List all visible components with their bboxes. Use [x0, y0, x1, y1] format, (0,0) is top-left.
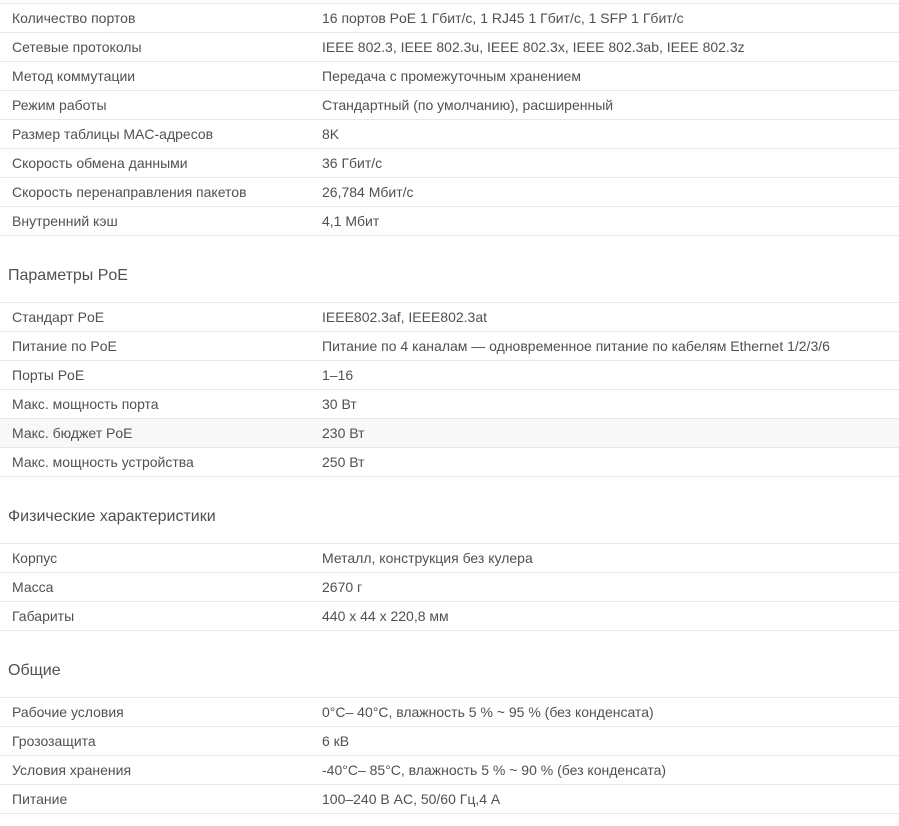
spec-value: 440 x 44 x 220,8 мм — [322, 608, 449, 624]
spec-row — [0, 727, 899, 756]
section-title: Параметры PoE — [8, 267, 128, 284]
spec-row — [0, 178, 899, 207]
spec-value: IEEE 802.3, IEEE 802.3u, IEEE 802.3x, IEEE 802.3ab, IEEE 802.3z — [322, 39, 745, 55]
spec-row — [0, 785, 899, 814]
spec-value: 2670 г — [322, 579, 363, 595]
spec-row — [0, 573, 899, 602]
spec-label: Макс. бюджет PoE — [12, 425, 133, 441]
spec-table — [0, 3, 899, 236]
spec-value: 1–16 — [322, 367, 354, 383]
spec-row — [0, 207, 899, 236]
spec-row — [0, 698, 899, 727]
section-title: Физические характеристики — [8, 508, 216, 525]
spec-row — [0, 4, 899, 33]
spec-section — [0, 660, 899, 814]
spec-label: Размер таблицы MAC-адресов — [12, 126, 214, 142]
section-title: Общие — [8, 662, 61, 679]
spec-label: Скорость перенаправления пакетов — [12, 184, 247, 200]
spec-row — [0, 303, 899, 332]
spec-table — [0, 543, 899, 631]
spec-row — [0, 361, 899, 390]
spec-value: 6 кВ — [322, 733, 350, 749]
spec-label: Грозозащита — [12, 733, 96, 749]
spec-label: Количество портов — [12, 10, 136, 26]
spec-value: Передача с промежуточным хранением — [322, 68, 581, 84]
spec-value: 8K — [322, 126, 340, 142]
spec-label: Условия хранения — [12, 762, 132, 778]
spec-value: 16 портов PoE 1 Гбит/с, 1 RJ45 1 Гбит/с, 1 SFP 1 Гбит/с — [322, 10, 684, 26]
spec-row — [0, 33, 899, 62]
spec-label: Режим работы — [12, 97, 107, 113]
spec-label: Порты PoE — [12, 367, 85, 383]
spec-row — [0, 602, 899, 631]
spec-label: Масса — [12, 579, 54, 595]
spec-row — [0, 120, 899, 149]
spec-label: Сетевые протоколы — [12, 39, 142, 55]
spec-label: Метод коммутации — [12, 68, 136, 84]
spec-label: Корпус — [12, 550, 58, 566]
spec-label: Стандарт PoE — [12, 309, 105, 325]
spec-table — [0, 697, 899, 814]
spec-row — [0, 62, 899, 91]
spec-section — [0, 265, 899, 477]
spec-value: IEEE802.3af, IEEE802.3at — [322, 309, 488, 325]
spec-row — [0, 544, 899, 573]
spec-value: 30 Вт — [322, 396, 357, 412]
spec-value: 0°C– 40°C, влажность 5 % ~ 95 % (без конденсата) — [322, 704, 654, 720]
spec-value: Стандартный (по умолчанию), расширенный — [322, 97, 614, 113]
spec-section — [0, 3, 899, 236]
spec-label: Скорость обмена данными — [12, 155, 188, 171]
spec-label: Габариты — [12, 608, 75, 624]
spec-row — [0, 419, 899, 448]
spec-value: -40°C– 85°C, влажность 5 % ~ 90 % (без конденсата) — [322, 762, 667, 778]
spec-row — [0, 149, 899, 178]
spec-label: Питание по PoE — [12, 338, 117, 354]
spec-label: Питание — [12, 791, 68, 807]
spec-label: Макс. мощность порта — [12, 396, 159, 412]
spec-label: Внутренний кэш — [12, 213, 118, 229]
spec-value: 250 Вт — [322, 454, 365, 470]
spec-row — [0, 390, 899, 419]
spec-value: Питание по 4 каналам — одновременное питание по кабелям Ethernet 1/2/3/6 — [322, 338, 830, 354]
spec-label: Рабочие условия — [12, 704, 124, 720]
spec-row — [0, 756, 899, 785]
spec-row — [0, 448, 899, 477]
spec-value: 100–240 В AC, 50/60 Гц,4 А — [322, 791, 501, 807]
spec-value: 36 Гбит/с — [322, 155, 383, 171]
spec-value: 4,1 Мбит — [322, 213, 380, 229]
spec-value: 230 Вт — [322, 425, 365, 441]
spec-value: 26,784 Мбит/с — [322, 184, 414, 200]
spec-section — [0, 506, 899, 631]
spec-value: Металл, конструкция без кулера — [322, 550, 533, 566]
spec-row — [0, 91, 899, 120]
spec-label: Макс. мощность устройства — [12, 454, 194, 470]
spec-table — [0, 302, 899, 477]
spec-row — [0, 332, 899, 361]
